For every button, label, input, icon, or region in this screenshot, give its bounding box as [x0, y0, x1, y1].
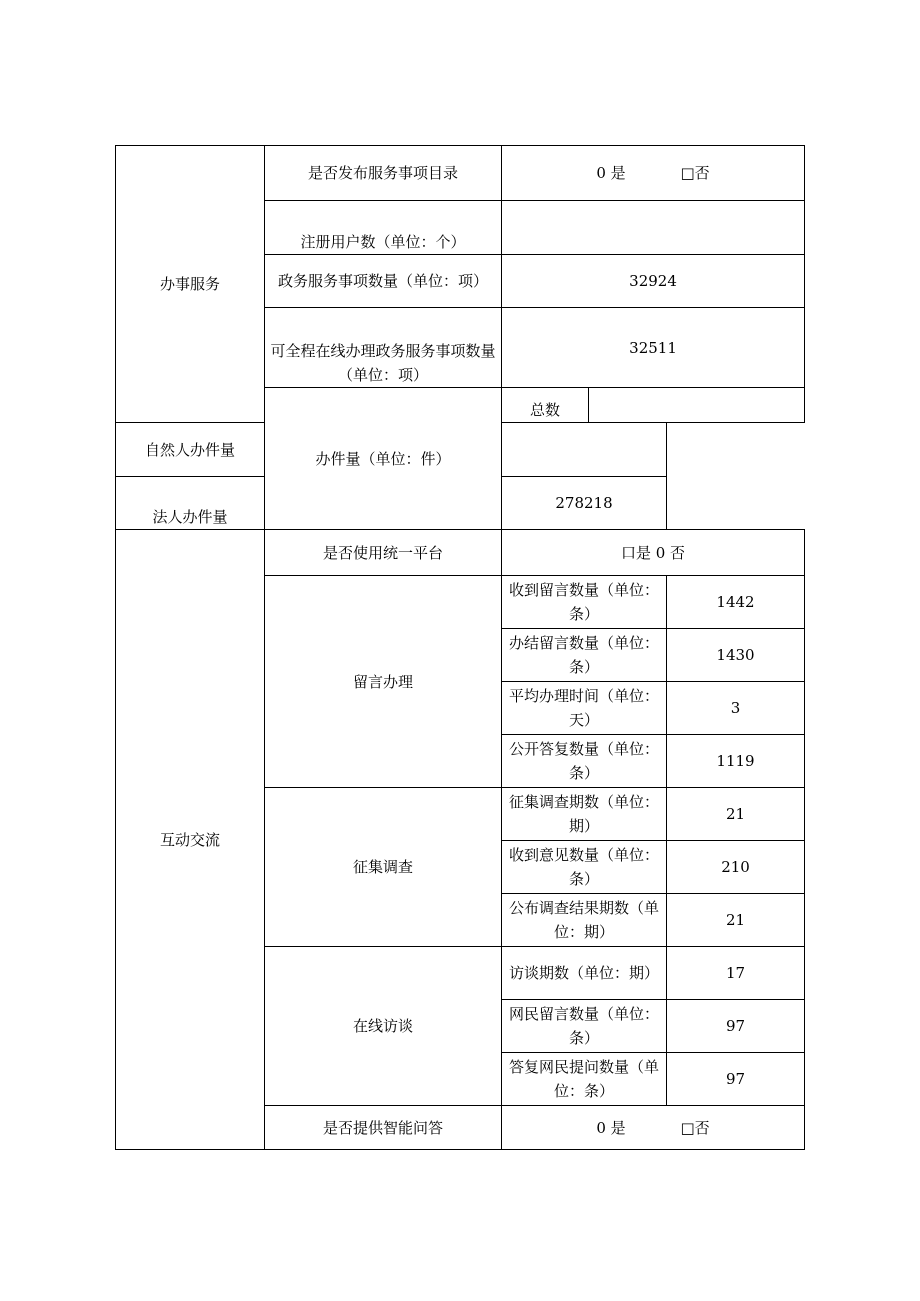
service-items-value: 32924 [502, 255, 805, 308]
online-items-value: 32511 [502, 308, 805, 388]
survey-label: 征集调查 [265, 788, 502, 947]
cases-legal-label: 法人办件量 [116, 477, 265, 530]
online-items-label: 可全程在线办理政务服务事项数量（单位：项） [265, 308, 502, 388]
publish-catalog-answer [502, 146, 805, 201]
messages-row-value: 1119 [667, 735, 805, 788]
messages-row-label: 平均办理时间（单位：天） [502, 682, 667, 735]
service-items-label: 政务服务事项数量（单位：项） [265, 255, 502, 308]
no-checkbox: □ [680, 164, 695, 182]
interview-row-value: 97 [667, 1053, 805, 1106]
interview-label: 在线访谈 [265, 947, 502, 1106]
no-label: 否 [694, 1118, 710, 1137]
messages-row-label: 收到留言数量（单位：条） [502, 576, 667, 629]
category-interaction: 互动交流 [116, 530, 265, 1150]
messages-row-value: 3 [667, 682, 805, 735]
registered-users-label: 注册用户数（单位：个） [265, 201, 502, 255]
yes-label: 是 [610, 164, 626, 182]
yes-mark: 0 [596, 164, 606, 182]
survey-row-label: 收到意见数量（单位：条） [502, 841, 667, 894]
cases-total-value [589, 388, 805, 423]
messages-row-value: 1442 [667, 576, 805, 629]
no-label: 否 [694, 164, 710, 182]
messages-row-label: 公开答复数量（单位：条） [502, 735, 667, 788]
unified-platform-label: 是否使用统一平台 [265, 530, 502, 576]
interview-row-value: 97 [667, 1000, 805, 1053]
no-checkbox: □ [680, 1118, 695, 1137]
cases-natural-label: 自然人办件量 [116, 423, 265, 477]
cases-label: 办件量（单位：件） [265, 388, 502, 530]
cases-natural-value [502, 423, 667, 477]
category-service: 办事服务 [116, 146, 265, 423]
messages-row-value: 1430 [667, 629, 805, 682]
survey-row-value: 21 [667, 788, 805, 841]
survey-row-value: 210 [667, 841, 805, 894]
messages-row-label: 办结留言数量（单位：条） [502, 629, 667, 682]
yes-mark: 0 [596, 1118, 606, 1137]
cases-total-label: 总数 [502, 388, 589, 423]
messages-label: 留言办理 [265, 576, 502, 788]
interview-row-label: 答复网民提问数量（单位：条） [502, 1053, 667, 1106]
survey-row-value: 21 [667, 894, 805, 947]
smart-qa-label: 是否提供智能问答 [265, 1106, 502, 1150]
registered-users-value [502, 201, 805, 255]
unified-platform-answer: 口是 0 否 [502, 530, 805, 576]
publish-catalog-label: 是否发布服务事项目录 [265, 146, 502, 201]
smart-qa-answer [502, 1106, 805, 1150]
survey-row-label: 征集调查期数（单位：期） [502, 788, 667, 841]
interview-row-value: 17 [667, 947, 805, 1000]
gov-info-table [115, 145, 805, 1150]
interview-row-label: 网民留言数量（单位：条） [502, 1000, 667, 1053]
interview-row-label: 访谈期数（单位：期） [502, 947, 667, 1000]
cases-legal-value: 278218 [502, 477, 667, 530]
survey-row-label: 公布调查结果期数（单位：期） [502, 894, 667, 947]
yes-label: 是 [610, 1118, 626, 1137]
